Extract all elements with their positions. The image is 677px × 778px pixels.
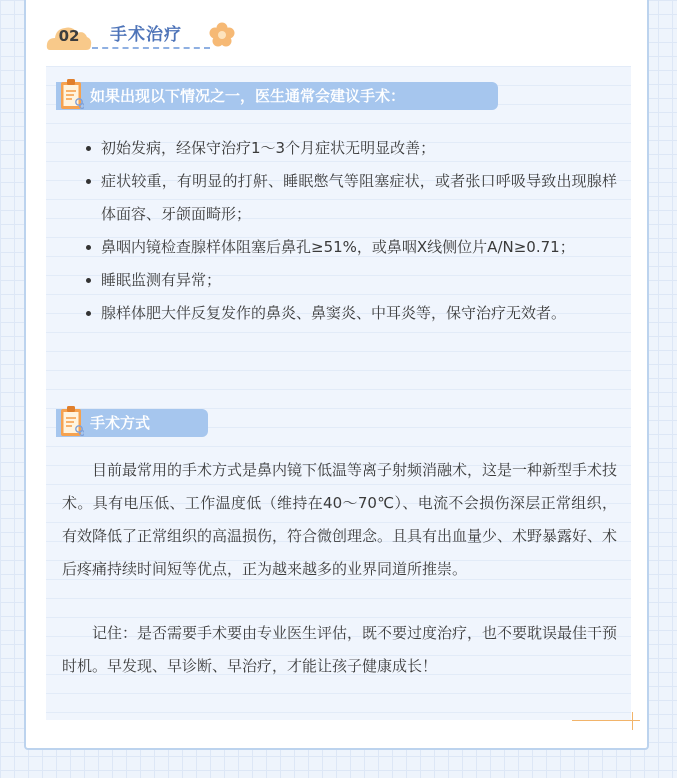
content-panel bbox=[46, 66, 631, 720]
clipboard-icon bbox=[60, 78, 84, 110]
section-header bbox=[46, 16, 246, 56]
indications-heading: 如果出现以下情况之一，医生通常会建议手术： bbox=[56, 82, 498, 110]
clipboard-icon bbox=[60, 405, 84, 437]
list-item: 鼻咽内镜检查腺样体阻塞后鼻孔≥51%，或鼻咽X线侧位片A/N≥0.71； bbox=[101, 231, 617, 264]
method-paragraph: 目前最常用的手术方式是鼻内镜下低温等离子射频消融术，这是一种新型手术技术。具有电压低、工作温度低（维持在40～70℃）、电流不会损伤深层正常组织，有效降低了正常组织的高温损伤，符合微创理念。且具有出血量少、术野暴露好、术后疼痛持续时间短等优点，正为越来越多的业界同道所推崇。 bbox=[62, 461, 618, 578]
section-number: 02 bbox=[58, 27, 80, 45]
list-item: 初始发病，经保守治疗1～3个月症状无明显改善； bbox=[101, 132, 617, 165]
list-item: 症状较重，有明显的打鼾、睡眠憋气等阻塞症状，或者张口呼吸导致出现腺样体面容、牙颌面畸形； bbox=[101, 165, 617, 231]
list-item: 腺样体肥大伴反复发作的鼻炎、鼻窦炎、中耳炎等，保守治疗无效者。 bbox=[101, 297, 617, 330]
flower-icon bbox=[209, 22, 235, 48]
corner-decoration bbox=[632, 712, 633, 730]
corner-decoration bbox=[572, 720, 640, 721]
section-title: 手术治疗 bbox=[110, 25, 182, 45]
title-dashed-underline bbox=[92, 47, 210, 49]
method-heading: 手术方式 bbox=[56, 409, 208, 437]
reminder-paragraph: 记住：是否需要手术要由专业医生评估，既不要过度治疗，也不要耽误最佳干预时机。早发现、早诊断、早治疗，才能让孩子健康成长！ bbox=[62, 624, 618, 675]
list-item: 睡眠监测有异常； bbox=[101, 264, 617, 297]
indication-list bbox=[101, 132, 617, 330]
